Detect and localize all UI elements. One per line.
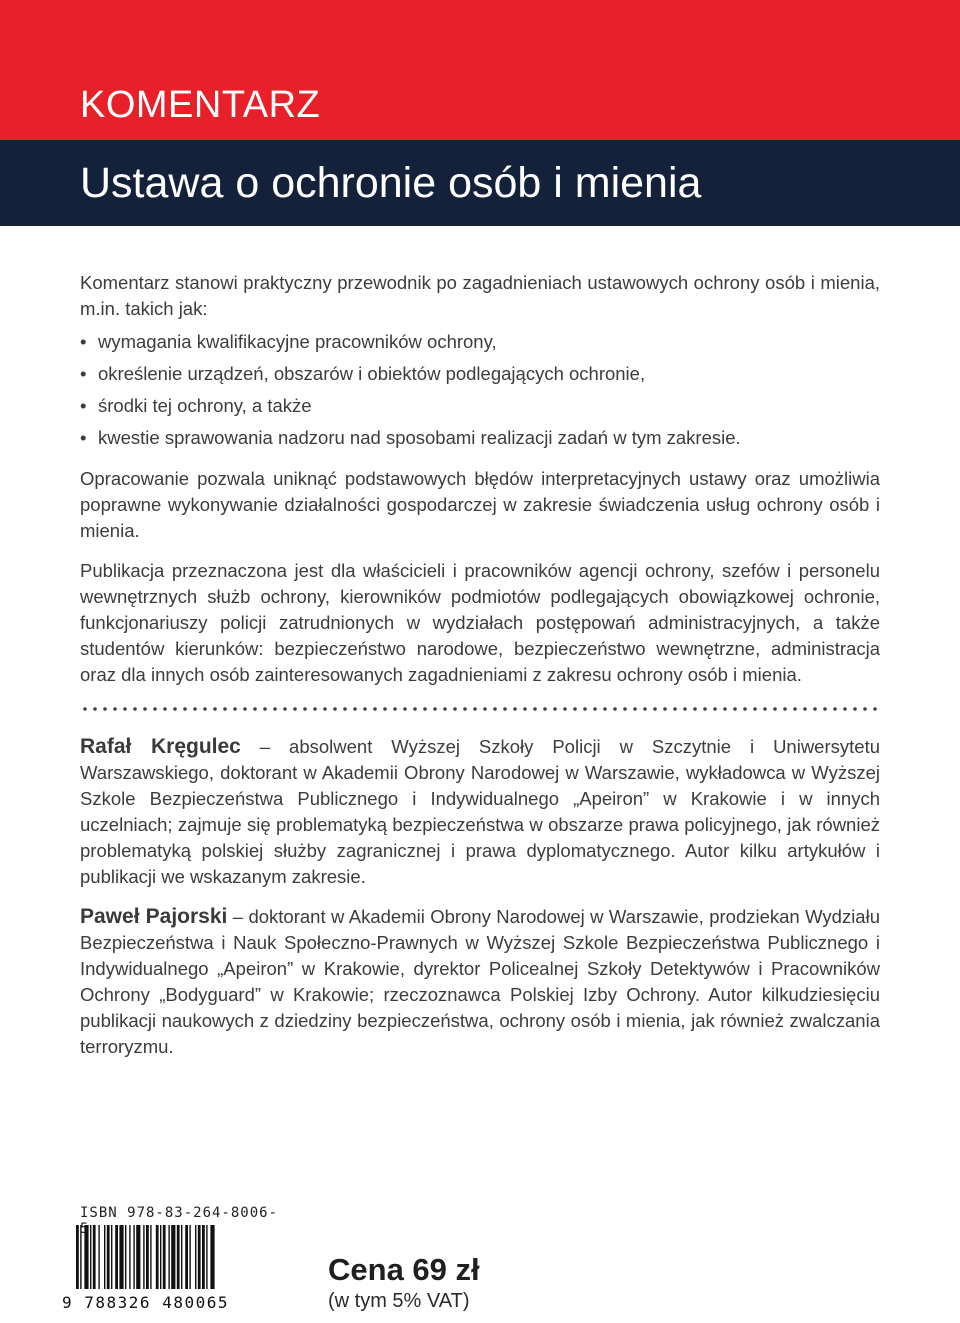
list-item: • wymagania kwalifikacyjne pracowników ochrony, [80,326,880,358]
price-label: Cena 69 zł [328,1252,480,1287]
list-item: • kwestie sprawowania nadzoru nad sposobami realizacji zadań w tym zakresie. [80,422,880,454]
intro-text: Komentarz stanowi praktyczny przewodnik po zagadnieniach ustawowych ochrony osób i mienia, m.in. takich jak: [80,272,880,319]
author-bio-text: – doktorant w Akademii Obrony Narodowej w Warszawie, prodziekan Wydziału Bezpieczeństwa i Nauk Społeczno-Prawnych w Wyższej Szkole Bezpieczeństwa Publicznego i Indywidualnego „Apeiron” w Krakowie, dyrektor Policealnej Szkoły Detektywów i Pracowników Ochrony „Bodyguard” w Krakowie; rzeczoznawca Polskiej Izby Ochrony. Autor kilkudziesięciu publikacji naukowych z dziedziny bezpieczeństwa, ochrony osób i mienia, jak również zwalczania terroryzmu. [80,906,880,1057]
description-content [80,270,880,1060]
author-name: Paweł Pajorski [80,905,228,928]
dotted-divider [80,706,880,712]
list-item: • określenie urządzeń, obszarów i obiektów podlegających ochronie, [80,358,880,390]
isbn-label: ISBN 978-83-264-8006- [80,1205,279,1221]
paragraph-purpose: Opracowanie pozwala uniknąć podstawowych błędów interpretacyjnych ustawy oraz umożliwia poprawne wykonywanie działalności gospodarczej w zakresie świadczenia usług ochrony osób i mienia. [80,468,880,541]
author-bio-text: – absolwent Wyższej Szkoły Policji w Szczytnie i Uniwersytetu Warszawskiego, doktorant w Akademii Obrony Narodowej w Warszawie, wykładowca w Wyższej Szkole Bezpieczeństwa Publicznego i Indywidualnego „Apeiron” w Krakowie i w innych uczelniach; zajmuje się problematyką bezpieczeństwa w obszarze prawa policyjnego, jak również problematyką polskiej służby zagranicznej i prawa dyplomatycznego. Autor kilku artykułów i publikacji we wskazanym zakresie. [80,736,880,887]
paragraph-audience: Publikacja przeznaczona jest dla właścicieli i pracowników agencji ochrony, szefów i personelu wewnętrznych służb ochrony, kierowników podmiotów podlegających obowiązkowej ochronie, funkcjonariuszy policji zatrudnionych w wydziałach postępowań administracyjnych, a także studentów kierunków: bezpieczeństwo narodowe, bezpieczeństwo wewnętrzne, administracja oraz dla innych osób zainteresowanych zagadnieniami z zakresu ochrony osób i mienia. [80,560,880,685]
isbn-barcode [62,1205,282,1315]
author-name: Rafał Kręgulec [80,735,241,758]
barcode-digits: 9 788326 480065 [62,1293,229,1312]
author-bio-2 [80,904,880,1060]
barcode-icon [62,1225,272,1295]
topics-list [80,326,880,454]
book-title: Ustawa o ochronie osób i mienia [80,159,702,207]
vat-note: (w tym 5% VAT) [328,1290,470,1312]
author-bio-1 [80,734,880,890]
series-label: KOMENTARZ [80,84,321,126]
list-item: • środki tej ochrony, a także [80,390,880,422]
